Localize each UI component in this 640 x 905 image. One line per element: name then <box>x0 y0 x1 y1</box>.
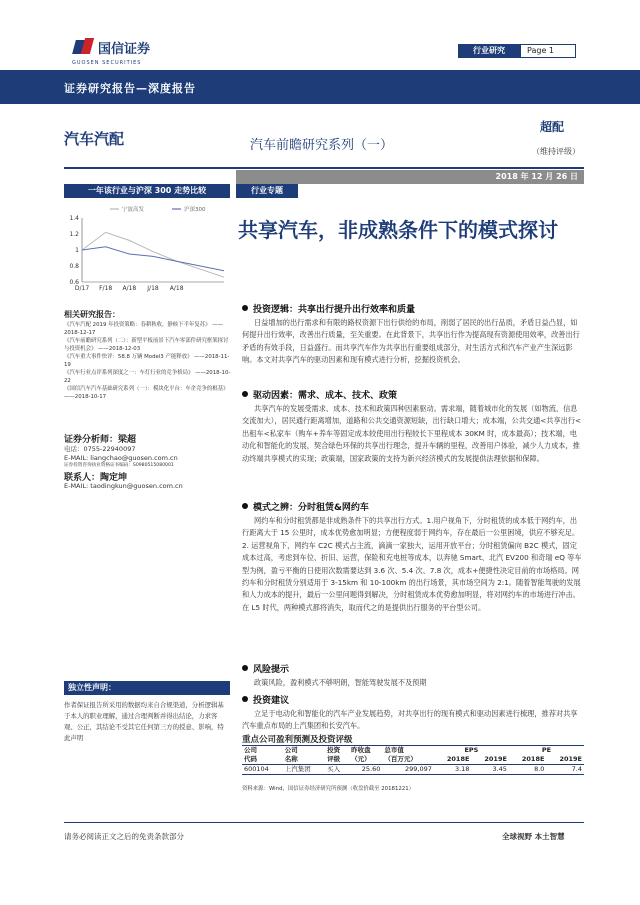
table-header-cell: 总市值 <box>382 746 434 756</box>
table-cell: 299,097 <box>382 765 434 775</box>
section-body: 网约车和分时租赁都是非成熟条件下的共享出行方式。1.用户视角下，分时租赁的成本低于网约车，出行距离大于 15 公里时，成本优势愈加明显；方便程度弱于网约车，存在最后一公里困境，供应不够充足。2. 运营视角下，网约车 C2C 模式占主流，滴滴一家独大，运用开放平台；分时租赁偏向 B2C 模式，固定成本过高，考虑到车位、折旧、运营，保险和充电桩等成本，以奔驰 Smart、北汽 EV200 和奇瑞 eQ 等车型为例，盈亏平衡的日使用次数需要达到 3.6 次、5.4 次、7.8 次，成本+便捷性决定目前的市场格局。网约车和分时租赁分别适用于 3-15km 和 10-100km 的出行场景，其市场空间为 2:1。随着智能驾驶的发展和人力成本的提升，最后一公里问题得到解决，分时租赁成本优势愈加明显，将对网约车的市场进行冲击。在 L5 时代，两种模式都将消失，取而代之的是提供出行服务的平台型公司。 <box>242 516 582 612</box>
company-logo <box>72 36 150 58</box>
bullet-icon <box>242 696 248 702</box>
section-risk <box>242 662 584 689</box>
table-cell: 买入 <box>325 765 349 775</box>
x-tick-label: A/18 <box>169 285 184 292</box>
analyst-cert: 证券投资咨询执业资格证书编码：S0980515080001 <box>64 463 174 468</box>
section-title: 投资逻辑：共享出行提升出行效率和质量 <box>242 302 584 315</box>
y-tick-label: 0.8 <box>69 263 79 270</box>
related-report-item[interactable]: 《汽车汽配 2019 年投资策略：春耕秋收，静候下半年复苏》 ——2018-12-17 <box>64 322 224 336</box>
analyst-email[interactable]: E-MAIL: liangchao@guosen.com.cn <box>64 453 178 462</box>
section-drivers <box>242 388 584 465</box>
table-header-cell: 2019E <box>546 755 584 765</box>
x-tick-label: J/18 <box>147 285 159 292</box>
section-title: 模式之辨：分时租赁&网约车 <box>242 500 584 513</box>
contact-info <box>64 482 183 491</box>
table-header-cell: 昨收盘 <box>349 746 382 756</box>
table-cell: 8.0 <box>509 765 547 775</box>
related-report-item[interactable]: 《国信汽车汽车基础研究系列（一）：模块化平台：车企竞争的根基》 ——2018-10-17 <box>64 386 229 400</box>
performance-chart-svg <box>62 200 232 300</box>
footer-divider <box>64 822 584 823</box>
section-title: 风险提示 <box>242 662 584 675</box>
independence-text: 作者保证报告所采用的数据均来自合规渠道，分析逻辑基于本人的职业理解，通过合理判断并得出结论，力求客观、公正，其结论不受其它任何第三方的授意、影响，特此声明 <box>64 701 224 742</box>
table-title: 重点公司盈利预测及投资评级 <box>242 735 353 745</box>
report-type-tag: 行业研究 <box>458 44 520 58</box>
series-line <box>82 232 224 277</box>
table-header-cell: 公司 <box>242 746 283 756</box>
logo-icon <box>72 36 94 58</box>
related-report-item[interactable]: 《汽车重大事件快评：58.8 万辆 Model3 产能释放》 ——2018-11-19 <box>64 354 230 368</box>
table-header-cell: 2019E <box>471 755 509 765</box>
divider <box>64 167 584 169</box>
section-body: 共享汽车的发展受需求、成本、技术和政策四种因素驱动。需求端，随着城市化的发展（如物流、信息交流加大），居民通行距离增加，道路和公共交通资源短缺，出行缺口增大；成本端，公共交通<共享出行<出租车<私家车（购车+养车等固定成本较使用出行程较长下里程成本 30KM 时，成本最高）；技术端，电动化和智能化的发展，契合绿色环保的共享出行理念，提升车辆的里程，改善用户体验，减少人力成本，推动终端共享模式的实现；政策端，国家政策的支持为新兴经济模式的发展提供法理依据和保障。 <box>242 404 582 463</box>
section-recommendation <box>242 693 584 733</box>
table-header-cell: 公司 <box>283 746 325 756</box>
related-reports-list <box>64 321 232 401</box>
bullet-icon <box>242 305 248 311</box>
table-header-row <box>242 755 584 765</box>
independence-title: 独立性声明： <box>64 681 230 695</box>
legend-label: 宁波高发 <box>122 207 145 213</box>
section-body: 日益增加的出行需求和有限的路权资源下出行供给的布局，削弱了居民的出行品质，矛盾日益凸显，如何提升出行效率，改善出行质量，至关重要。在此背景下，共享出行作为提高现有资源使用效率，改善出行矛盾的有效手段，日益盛行。而共享汽车作为共享出行重要组成部分，对生活方式和汽车产业产生深远影响。本文对共享汽车的驱动因素和现有模式进行分析，挖掘投资机会。 <box>242 318 580 365</box>
table-cell: 3.45 <box>471 765 509 775</box>
table-header-cell: （元） <box>349 755 382 765</box>
related-report-item[interactable]: 《汽车前瞻研究系列（二）：新型平板前景下汽车零部件研究框架探讨与投资机会》 ——2018-12-03 <box>64 338 229 352</box>
section-investment-logic <box>242 302 584 367</box>
related-report-item[interactable]: 《汽车行业点评系列深度之一：车灯行业的竞争格局》 ——2018-10-22 <box>64 370 231 384</box>
table-header-cell: 名称 <box>283 755 325 765</box>
x-tick-label: A/18 <box>122 285 137 292</box>
y-tick-label: 1 <box>75 247 79 254</box>
series-line <box>82 247 224 271</box>
y-tick-label: 1.4 <box>69 215 79 222</box>
table-cell: 3.18 <box>434 765 472 775</box>
table-cell: 7.4 <box>546 765 584 775</box>
section-models <box>242 500 584 614</box>
rating: 超配 <box>540 120 565 134</box>
logo-text: 国信证券 <box>98 41 151 57</box>
table-header-cell: 评级 <box>325 755 349 765</box>
table-header-cell: PE <box>509 746 584 756</box>
industry-topic-tag: 行业专题 <box>236 184 298 198</box>
table-header-cell: （百万元） <box>382 755 434 765</box>
table-header-cell: 代码 <box>242 755 283 765</box>
slogan: 全球视野 本土智慧 <box>502 832 565 841</box>
rating-note: （维持评级） <box>532 147 580 156</box>
x-tick-label: F/18 <box>99 285 113 292</box>
analyst-title: 证券分析师：梁超 <box>64 435 137 445</box>
analyst-info <box>64 445 178 471</box>
section-body: 立足于电动化和智能化的汽车产业发展趋势，对共享出行的现有模式和驱动因素进行梳理，推荐对共享汽车重点布局的上汽集团和长安汽车。 <box>242 709 578 731</box>
y-tick-label: 0.6 <box>69 279 79 286</box>
sector-name: 汽车汽配 <box>64 130 125 148</box>
banner-title: 证券研究报告—深度报告 <box>64 82 196 95</box>
table-cell: 上汽集团 <box>283 765 325 775</box>
section-title: 驱动因素：需求、成本、技术、政策 <box>242 388 584 401</box>
bullet-icon <box>242 665 248 671</box>
table-cell: 600104 <box>242 765 283 775</box>
x-tick-label: D/17 <box>74 285 90 292</box>
bullet-icon <box>242 503 248 509</box>
table-header-cell: 2018E <box>434 755 472 765</box>
contact-email[interactable]: E-MAIL: taodingkun@guosen.com.cn <box>64 482 183 490</box>
page-number: Page 1 <box>520 44 576 58</box>
report-date: 2018 年 12 月 26 日 <box>236 170 584 184</box>
table-cell: 25.60 <box>349 765 382 775</box>
series-title: 汽车前瞻研究系列（一） <box>250 138 394 153</box>
table-header-cell: 投资 <box>325 746 349 756</box>
bullet-icon <box>242 391 248 397</box>
contact-title: 联系人：陶定坤 <box>64 473 128 483</box>
headline: 共享汽车，非成熟条件下的模式探讨 <box>238 218 558 242</box>
performance-chart <box>62 200 232 300</box>
legend-label: 沪深300 <box>184 207 206 213</box>
section-title: 投资建议 <box>242 693 584 706</box>
analyst-phone: 电话：0755-22940097 <box>64 445 136 453</box>
forecast-table <box>242 745 584 775</box>
chart-heading: 一年该行业与沪深 300 走势比较 <box>64 184 230 198</box>
table-row <box>242 765 584 775</box>
logo-subtitle: GUOSEN SECURITIES <box>72 60 142 66</box>
section-body: 政策风险，盈利模式不够明朗，智能驾驶发展不及预期 <box>254 678 427 687</box>
table-source: 资料来源：Wind，国信证券经济研究所预测（收盘价截至 20181221） <box>242 786 415 792</box>
disclaimer-note: 请务必阅读正文之后的免责条款部分 <box>64 832 184 841</box>
y-tick-label: 1.2 <box>69 231 79 238</box>
table-header-cell: 2018E <box>509 755 547 765</box>
related-reports-title: 相关研究报告： <box>64 310 120 319</box>
table-header-row <box>242 746 584 756</box>
table-header-cell: EPS <box>434 746 509 756</box>
